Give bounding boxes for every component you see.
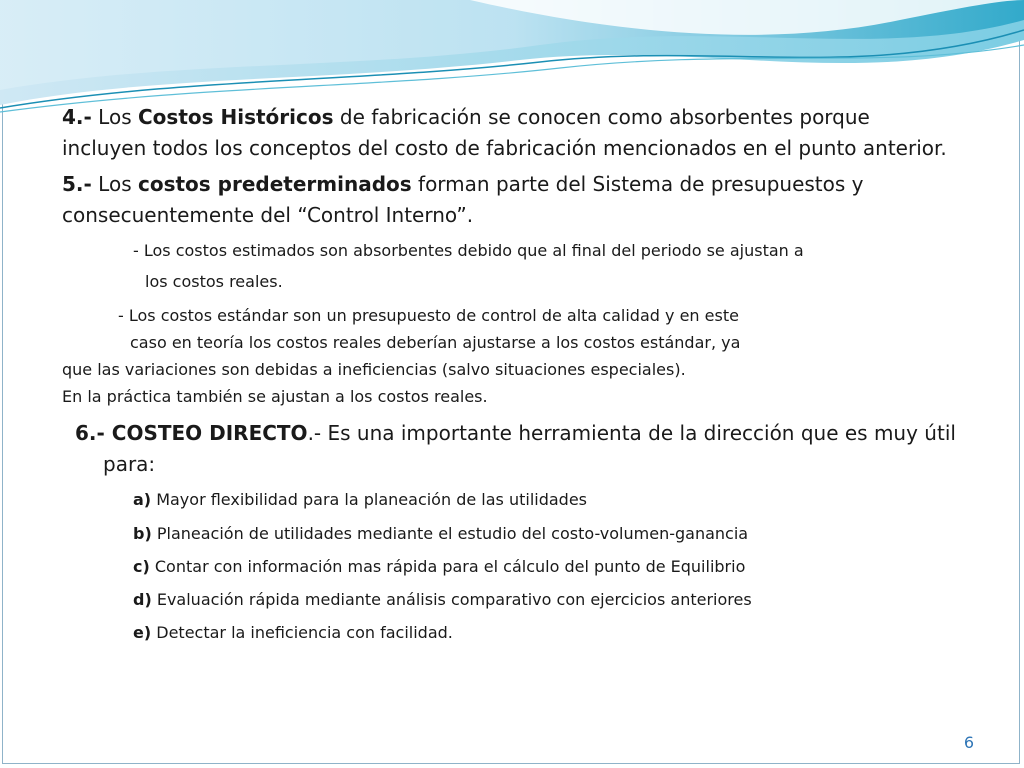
p4-pre: Los bbox=[91, 105, 138, 129]
p4-number: 4.- bbox=[62, 105, 92, 129]
estimados-line2: los costos reales. bbox=[145, 272, 283, 291]
p6-line1 bbox=[75, 421, 956, 445]
p5-number: 5.- bbox=[62, 172, 92, 196]
item-text: Detectar la ineficiencia con facilidad. bbox=[151, 623, 453, 642]
p6-post: .- Es una importante herramienta de la dirección que es muy útil bbox=[307, 421, 956, 445]
item-letter: e) bbox=[133, 623, 152, 642]
p4-bold: Costos Históricos bbox=[138, 105, 334, 129]
p5-post: forman parte del Sistema de presupuestos y bbox=[411, 172, 864, 196]
p4-line1 bbox=[62, 105, 870, 129]
estimados-line1: - Los costos estimados son absorbentes debido que al final del periodo se ajustan a bbox=[133, 241, 804, 260]
p5-bold: costos predeterminados bbox=[138, 172, 412, 196]
estandar-line3: que las variaciones son debidas a ineficiencias (salvo situaciones especiales). bbox=[62, 360, 686, 379]
list-item bbox=[133, 590, 752, 609]
item-text: Evaluación rápida mediante análisis comparativo con ejercicios anteriores bbox=[151, 590, 752, 609]
item-letter: d) bbox=[133, 590, 152, 609]
list-item bbox=[133, 557, 745, 576]
p5-pre: Los bbox=[91, 172, 138, 196]
estandar-line2: caso en teoría los costos reales deberían ajustarse a los costos estándar, ya bbox=[130, 333, 741, 352]
list-item bbox=[133, 524, 748, 543]
item-text: Planeación de utilidades mediante el estudio del costo-volumen-ganancia bbox=[151, 524, 749, 543]
p6-bold: 6.- COSTEO DIRECTO bbox=[75, 421, 308, 445]
p6-line2: para: bbox=[103, 452, 156, 476]
p4-post: de fabricación se conocen como absorbentes porque bbox=[333, 105, 870, 129]
item-letter: b) bbox=[133, 524, 152, 543]
estandar-line1: - Los costos estándar son un presupuesto de control de alta calidad y en este bbox=[118, 306, 739, 325]
p5-line2: consecuentemente del “Control Interno”. bbox=[62, 203, 474, 227]
p5-line1 bbox=[62, 172, 863, 196]
estandar-line4: En la práctica también se ajustan a los costos reales. bbox=[62, 387, 488, 406]
item-letter: c) bbox=[133, 557, 150, 576]
item-text: Mayor flexibilidad para la planeación de las utilidades bbox=[151, 490, 587, 509]
item-letter: a) bbox=[133, 490, 152, 509]
list-item bbox=[133, 490, 587, 509]
list-item bbox=[133, 623, 453, 642]
p4-line2: incluyen todos los conceptos del costo de fabricación mencionados en el punto anterior. bbox=[62, 136, 947, 160]
item-text: Contar con información mas rápida para el cálculo del punto de Equilibrio bbox=[149, 557, 746, 576]
page-number: 6 bbox=[963, 733, 974, 752]
